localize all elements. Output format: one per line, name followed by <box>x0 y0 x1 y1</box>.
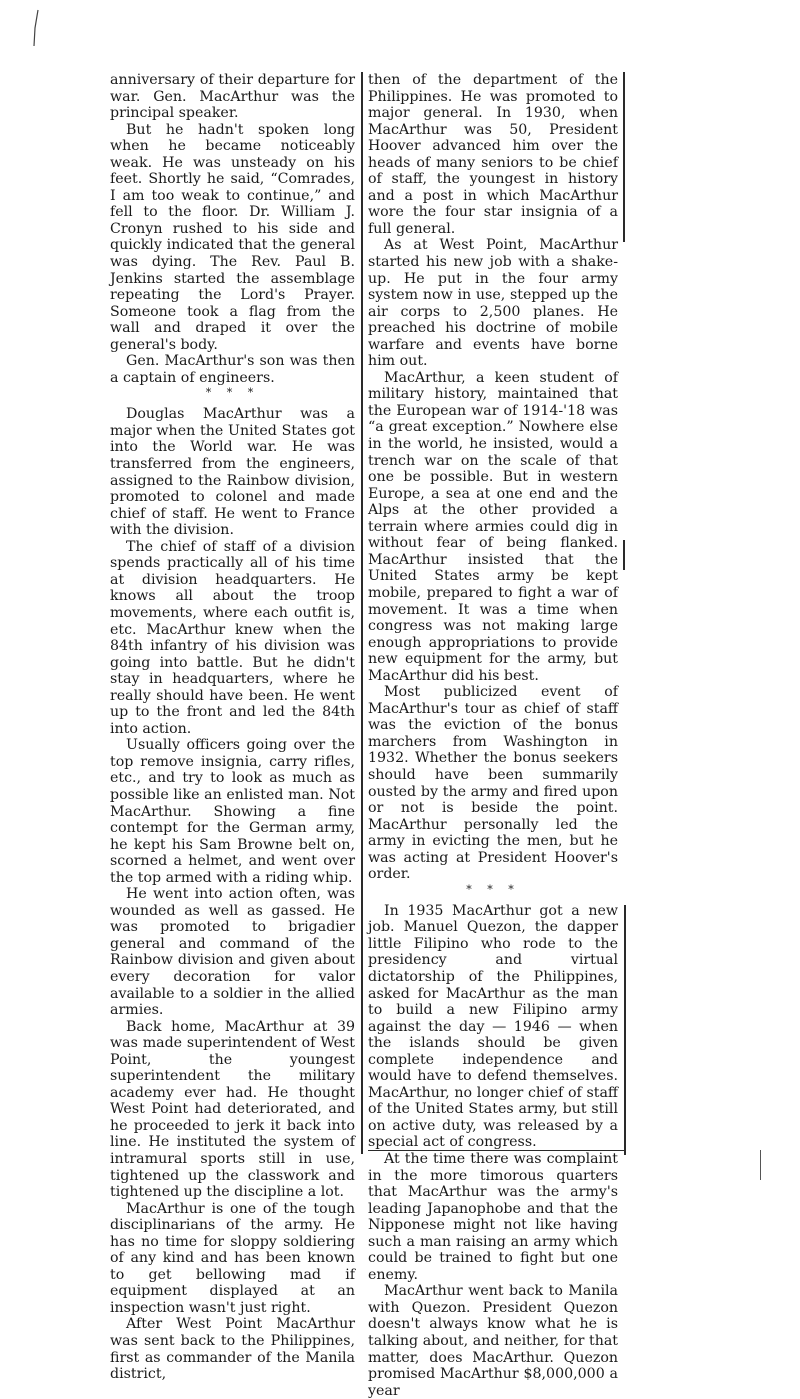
paragraph: In 1935 MacArthur got a new job. Manuel Quezon, the dapper little Filipino who rode to the presidency and virtual dictatorship of the Philippines, asked for MacArthur as the man to build a new Filipino army against the day — 1946 — when the islands should be given complete independence and would have to defend themselves. MacArthur, no longer chief of staff of the United States army, but still on active duty, was released by a special act of congress. <box>368 902 618 1151</box>
paragraph: Back home, MacArthur at 39 was made superintendent of West Point, the youngest superintendent the military academy ever had. He thought West Point had deteriorated, and he proceeded to jerk it back into line. He instituted the system of intramural sports still in use, tightened up the classwork and tightened up the discipline a lot. <box>110 1018 355 1201</box>
paragraph: then of the department of the Philippines. He was promoted to major general. In 1930, when MacArthur was 50, President Hoover advanced him over the heads of many seniors to be chief of staff, the youngest in history and a post in which MacArthur wore the four star insignia of a full general. <box>368 72 618 237</box>
paragraph: Gen. MacArthur's son was then a captain of engineers. <box>110 353 355 386</box>
article-column-left <box>110 72 355 1383</box>
paragraph: But he hadn't spoken long when he became noticeably weak. He was unsteady on his feet. Shortly he said, “Comrades, I am too weak to continue,” and fell to the floor. Dr. William J. Cronyn rushed to his side and quickly indicated that the general was dying. The Rev. Paul B. Jenkins started the assemblage repeating the Lord's Prayer. Someone took a flag from the wall and draped it over the general's body. <box>110 121 355 353</box>
paragraph: anniversary of their departure for war. Gen. MacArthur was the principal speaker. <box>110 72 355 122</box>
column-rule-right-lower <box>624 905 626 1155</box>
pencil-mark <box>30 8 44 48</box>
paragraph: The chief of staff of a division spends practically all of his time at division headquarters. He knows all about the troop movements, where each outfit is, etc. MacArthur knew when the 84th infantry of his division was going into battle. But he didn't stay in headquarters, where he really should have been. He went up to the front and led the 84th into action. <box>110 538 355 737</box>
column-rule-left <box>361 72 363 1154</box>
paragraph: MacArthur, a keen student of military history, maintained that the European war of 1914-'18 was “a great exception.” Nowhere else in the world, he insisted, would a trench war on the scale of that one be possible. But in western Europe, a sea at one end and the Alps at the other provided a terrain where armies could dig in without fear of being flanked. MacArthur insisted that the United States army be kept mobile, prepared to fight a war of movement. It was a time when congress was not making large enough appropriations to provide new equipment for the army, but MacArthur did his best. <box>368 369 618 684</box>
paragraph: MacArthur went back to Manila with Quezon. President Quezon doesn't always know what he is talking about, and neither, for that matter, does MacArthur. Quezon promised MacArthur $8,000,000 a year <box>368 1283 618 1399</box>
page-edge <box>760 1150 761 1180</box>
article-column-right <box>368 72 618 1399</box>
paragraph: Usually officers going over the top remove insignia, carry rifles, etc., and try to look as much as possible like an enlisted man. Not MacArthur. Showing a fine contempt for the German army, he kept his Sam Browne belt on, scorned a helmet, and went over the top armed with a riding whip. <box>110 737 355 886</box>
column-rule-right-middle <box>623 540 625 570</box>
section-separator: * * * <box>205 386 260 400</box>
paragraph: At the time there was complaint in the more timorous quarters that MacArthur was the army's leading Japanophobe and that the Nipponese might not like having such a man raising an army which could be trained to fight but one enemy. <box>368 1151 618 1283</box>
column-rule-right-upper <box>623 72 625 242</box>
paragraph: Douglas MacArthur was a major when the United States got into the World war. He was transferred from the engineers, assigned to the Rainbow division, promoted to colonel and made chief of staff. He went to France with the division. <box>110 406 355 539</box>
paragraph: He went into action often, was wounded as well as gassed. He was promoted to brigadier general and command of the Rainbow division and given about every decoration for valor available to a soldier in the allied armies. <box>110 886 355 1019</box>
section-separator: * * * <box>466 882 520 896</box>
paragraph: MacArthur is one of the tough disciplinarians of the army. He has no time for sloppy soldiering of any kind and has been known to get bellowing mad if equipment displayed at an inspection wasn't just right. <box>110 1200 355 1316</box>
paragraph: Most publicized event of MacArthur's tour as chief of staff was the eviction of the bonus marchers from Washington in 1932. Whether the bonus seekers should have been summarily ousted by the army and fired upon or not is beside the point. MacArthur personally led the army in evicting the men, but he was acting at President Hoover's order. <box>368 684 618 883</box>
paragraph: As at West Point, MacArthur started his new job with a shake-up. He put in the four army system now in use, stepped up the air corps to 2,500 planes. He preached his doctrine of mobile warfare and events have borne him out. <box>368 237 618 370</box>
paragraph: After West Point MacArthur was sent back to the Philippines, first as commander of the Manila district, <box>110 1316 355 1383</box>
